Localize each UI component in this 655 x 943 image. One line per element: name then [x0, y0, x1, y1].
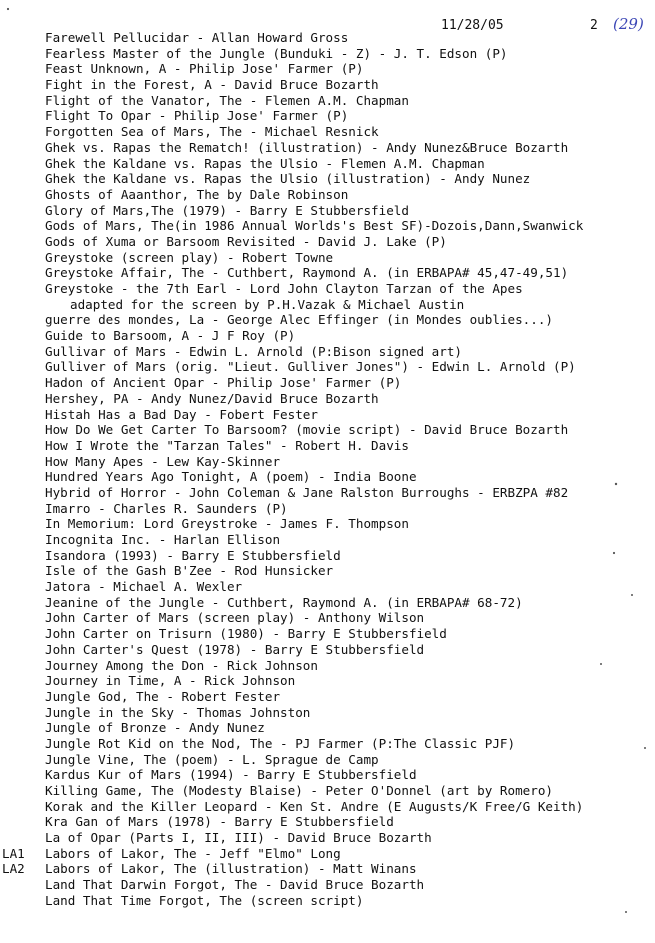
entry-text: Isandora (1993) - Barry E Stubbersfield	[45, 547, 341, 563]
list-item	[0, 626, 655, 642]
entry-text: Greystoke - the 7th Earl - Lord John Clayton Tarzan of the Apes	[45, 281, 523, 296]
list-item	[0, 469, 655, 485]
list-item	[0, 705, 655, 721]
list-item	[0, 830, 655, 846]
list-item	[0, 124, 655, 140]
entry-text: Journey in Time, A - Rick Johnson	[45, 673, 296, 689]
title-list	[0, 30, 655, 909]
entry-text: Ghek vs. Rapas the Rematch! (illustration) - Andy Nunez&Bruce Bozarth	[45, 139, 569, 155]
list-item	[0, 658, 655, 674]
entry-text: In Memorium: Lord Greystroke - James F. Thompson	[45, 516, 409, 532]
entry-text: Hadon of Ancient Opar - Philip Jose' Farmer (P)	[45, 375, 402, 391]
entry-text: Labors of Lakor, The (illustration) - Matt Winans	[45, 861, 417, 877]
entry-text: Gullivar of Mars - Edwin L. Arnold (P:Bison signed art)	[45, 343, 463, 359]
entry-text: Greystoke (screen play) - Robert Towne	[45, 249, 334, 265]
list-item	[0, 375, 655, 391]
entry-text: guerre des mondes, La - George Alec Effinger (in Mondes oublies...)	[45, 312, 553, 328]
list-item	[0, 156, 655, 172]
entry-text: Ghek the Kaldane vs. Rapas the Ulsio - Flemen A.M. Chapman	[45, 155, 485, 171]
entry-text: Jungle of Bronze - Andy Nunez	[45, 720, 265, 736]
entry-text: Feast Unknown, A - Philip Jose' Farmer (P)	[45, 61, 364, 77]
entry-text: Jungle Rot Kid on the Nod, The - PJ Farmer (P:The Classic PJF)	[45, 735, 516, 751]
list-item	[0, 265, 655, 281]
list-item	[0, 752, 655, 768]
list-item	[0, 328, 655, 344]
list-item	[0, 720, 655, 736]
entry-text: Guide to Barsoom, A - J F Roy (P)	[45, 328, 296, 344]
list-item	[0, 281, 655, 297]
entry-marker: LA1	[2, 845, 25, 861]
entry-text: Greystoke Affair, The - Cuthbert, Raymond A. (in ERBAPA# 45,47-49,51)	[45, 265, 569, 281]
list-item	[0, 783, 655, 799]
list-item	[0, 61, 655, 77]
entry-text: Incognita Inc. - Harlan Ellison	[45, 532, 281, 547]
speck	[7, 8, 9, 10]
entry-text: Ghosts of Aaanthor, The by Dale Robinson	[45, 186, 349, 202]
list-item	[0, 861, 655, 877]
list-item	[0, 359, 655, 375]
list-item	[0, 46, 655, 62]
list-item	[0, 767, 655, 783]
list-item	[0, 234, 655, 250]
list-item	[0, 93, 655, 109]
entry-text: Jatora - Michael A. Wexler	[45, 579, 243, 595]
entry-text: Kardus Kur of Mars (1994) - Barry E Stubbersfield	[45, 767, 417, 783]
list-item	[0, 610, 655, 626]
entry-text: How Do We Get Carter To Barsoom? (movie script) - David Bruce Bozarth	[45, 422, 569, 438]
list-item	[0, 532, 655, 548]
list-item	[0, 814, 655, 830]
entry-text: Hundred Years Ago Tonight, A (poem) - India Boone	[45, 469, 417, 485]
list-item	[0, 250, 655, 266]
list-item	[0, 642, 655, 658]
entry-text: Gods of Mars, The(in 1986 Annual Worlds's Best SF)-Dozois,Dann,Swanwick	[45, 218, 584, 234]
list-item	[0, 187, 655, 203]
entry-text: Forgotten Sea of Mars, The - Michael Resnick	[45, 124, 379, 140]
list-item	[0, 893, 655, 909]
entry-text: Land That Time Forgot, The (screen script)	[45, 892, 364, 908]
list-item	[0, 422, 655, 438]
list-item	[0, 438, 655, 454]
entry-text: How I Wrote the "Tarzan Tales" - Robert H. Davis	[45, 437, 409, 453]
speck	[625, 911, 627, 913]
list-item	[0, 516, 655, 532]
entry-text: Jeanine of the Jungle - Cuthbert, Raymond A. (in ERBAPA# 68-72)	[45, 594, 523, 610]
list-item	[0, 563, 655, 579]
list-item	[0, 312, 655, 328]
entry-text: Fight in the Forest, A - David Bruce Bozarth	[45, 77, 379, 93]
handwritten-page-annotation: (29)	[613, 15, 644, 33]
entry-text: Isle of the Gash B'Zee - Rod Hunsicker	[45, 563, 334, 579]
list-item	[0, 736, 655, 752]
entry-text: Hershey, PA - Andy Nunez/David Bruce Bozarth	[45, 390, 379, 406]
list-item	[0, 30, 655, 46]
list-item	[0, 391, 655, 407]
list-item	[0, 407, 655, 423]
entry-text: La of Opar (Parts I, II, III) - David Bruce Bozarth	[45, 830, 432, 846]
list-item	[0, 77, 655, 93]
header-date: 11/28/05	[441, 18, 504, 33]
entry-text: Jungle in the Sky - Thomas Johnston	[45, 704, 311, 720]
header-page-number: 2	[590, 18, 598, 33]
entry-text: Flight To Opar - Philip Jose' Farmer (P)	[45, 108, 349, 124]
list-item	[0, 454, 655, 470]
list-item	[0, 689, 655, 705]
entry-text: Gulliver of Mars (orig. "Lieut. Gulliver Jones") - Edwin L. Arnold (P)	[45, 359, 576, 375]
list-item	[0, 799, 655, 815]
entry-text: Korak and the Killer Leopard - Ken St. Andre (E Augusts/K Free/G Keith)	[45, 798, 584, 814]
list-item	[0, 344, 655, 360]
entry-text: Glory of Mars,The (1979) - Barry E Stubbersfield	[45, 202, 409, 218]
list-item	[0, 877, 655, 893]
list-item	[0, 140, 655, 156]
list-item	[0, 218, 655, 234]
list-item	[0, 485, 655, 501]
entry-text: Flight of the Vanator, The - Flemen A.M. Chapman	[45, 92, 409, 108]
entry-text: Journey Among the Don - Rick Johnson	[45, 657, 318, 673]
entry-text: Kra Gan of Mars (1978) - Barry E Stubbersfield	[45, 814, 394, 830]
entry-text: Labors of Lakor, The - Jeff "Elmo" Long	[45, 845, 341, 861]
list-item-continuation	[0, 297, 655, 313]
entry-text: John Carter on Trisurn (1980) - Barry E Stubbersfield	[45, 626, 447, 642]
entry-text: Jungle God, The - Robert Fester	[45, 688, 281, 704]
list-item	[0, 171, 655, 187]
entry-text: Jungle Vine, The (poem) - L. Sprague de Camp	[45, 751, 379, 767]
entry-text: Killing Game, The (Modesty Blaise) - Peter O'Donnel (art by Romero)	[45, 783, 553, 798]
entry-text: Gods of Xuma or Barsoom Revisited - David J. Lake (P)	[45, 233, 447, 249]
list-item	[0, 108, 655, 124]
entry-text: Land That Darwin Forgot, The - David Bruce Bozarth	[45, 877, 425, 893]
list-item	[0, 673, 655, 689]
entry-text: How Many Apes - Lew Kay-Skinner	[45, 453, 281, 469]
list-item	[0, 548, 655, 564]
list-item	[0, 501, 655, 517]
entry-text: John Carter of Mars (screen play) - Anthony Wilson	[45, 610, 425, 626]
entry-text: Farewell Pellucidar - Allan Howard Gross	[45, 30, 349, 45]
entry-text: Hybrid of Horror - John Coleman & Jane Ralston Burroughs - ERBZPA #82	[45, 484, 569, 500]
list-item	[0, 579, 655, 595]
entry-text: Imarro - Charles R. Saunders (P)	[45, 500, 288, 516]
list-item	[0, 595, 655, 611]
entry-text: Ghek the Kaldane vs. Rapas the Ulsio (illustration) - Andy Nunez	[45, 171, 531, 187]
entry-text: adapted for the screen by P.H.Vazak & Michael Austin	[70, 296, 465, 312]
entry-marker: LA2	[2, 861, 25, 877]
entry-text: Fearless Master of the Jungle (Bunduki - Z) - J. T. Edson (P)	[45, 45, 508, 61]
entry-text: Histah Has a Bad Day - Fobert Fester	[45, 406, 318, 422]
entry-text: John Carter's Quest (1978) - Barry E Stubbersfield	[45, 641, 425, 657]
list-item	[0, 203, 655, 219]
list-item	[0, 846, 655, 862]
